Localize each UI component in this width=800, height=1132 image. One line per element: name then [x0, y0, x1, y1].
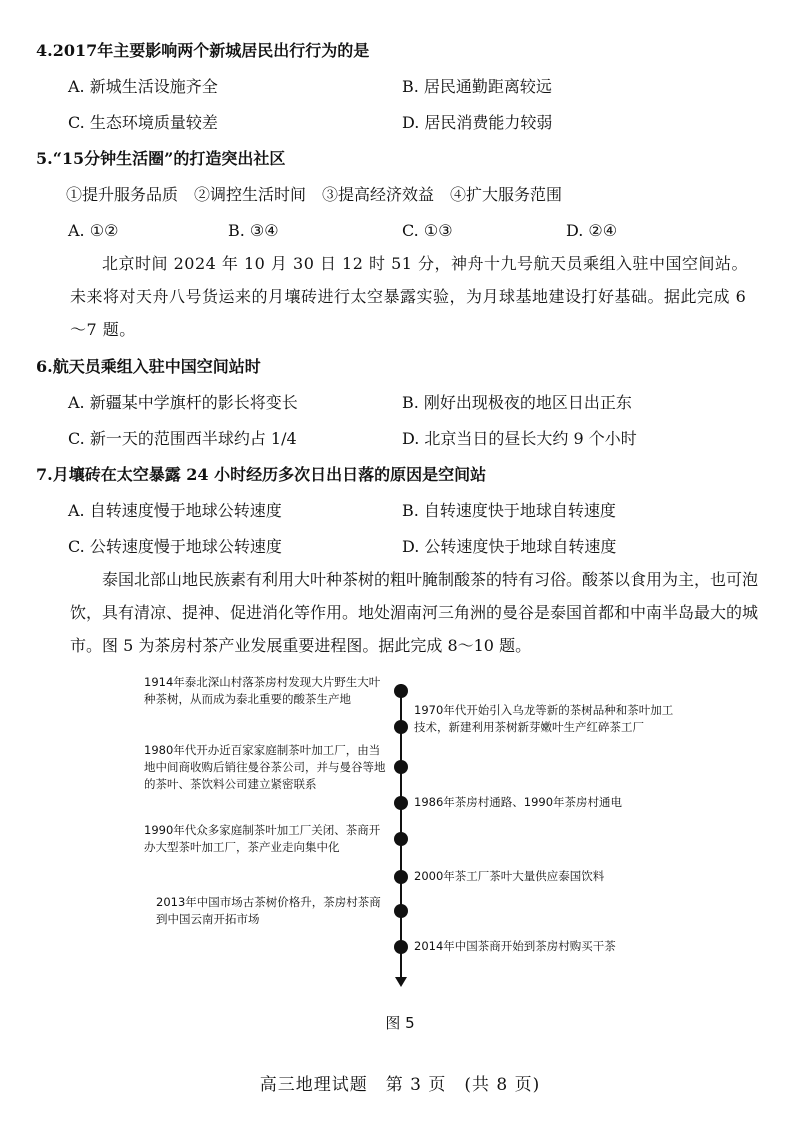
q4-option-a: A. 新城生活设施齐全 — [68, 77, 218, 96]
timeline-event-2000: 2000年茶工厂茶叶大量供应泰国饮料 — [414, 869, 605, 883]
q4-option-d: D. 居民消费能力较弱 — [402, 113, 553, 132]
q7-stem: 7.月壤砖在太空暴露 24 小时经历多次日出日落的原因是空间站 — [36, 465, 487, 484]
timeline-dot — [394, 832, 408, 846]
q7-option-d: D. 公转速度快于地球自转速度 — [402, 537, 617, 556]
q4-option-b: B. 居民通勤距离较远 — [402, 77, 552, 96]
q6-option-b: B. 刚好出现极夜的地区日出正东 — [402, 393, 632, 412]
q5-stem: 5.“15分钟生活圈”的打造突出社区 — [36, 149, 286, 168]
tea-industry-timeline — [130, 672, 690, 992]
q5-option-d: D. ②④ — [566, 221, 618, 240]
timeline-dot — [394, 940, 408, 954]
page-footer: 高三地理试题 第 3 页 (共 8 页) — [259, 1075, 541, 1095]
q7-option-a: A. 自转速度慢于地球公转速度 — [68, 501, 282, 520]
timeline-dot — [394, 720, 408, 734]
timeline-dot — [394, 684, 408, 698]
q5-option-a: A. ①② — [68, 221, 119, 240]
figure-caption: 图 5 — [385, 1014, 415, 1032]
q4-stem: 4.2017年主要影响两个新城居民出行行为的是 — [36, 41, 370, 60]
q6-option-c: C. 新一天的范围西半球约占 1/4 — [68, 429, 297, 448]
q6-stem: 6.航天员乘组入驻中国空间站时 — [36, 357, 261, 376]
passage-6-7: 北京时间 2024 年 10 月 30 日 12 时 51 分，神舟十九号航天员乘组入驻中国空间站。未来将对天舟八号货运来的月壤砖进行太空暴露实验，为月球基地建设打好基础。据此完成 6～7 题。 — [70, 254, 749, 339]
timeline-dot — [394, 760, 408, 774]
q4-option-c: C. 生态环境质量较差 — [68, 113, 218, 132]
timeline-dot — [394, 796, 408, 810]
q5-option-b: B. ③④ — [228, 221, 279, 240]
timeline-event-1970s: 1970年代开始引入乌龙等新的茶树品种和茶叶加工技术，新建利用茶树新芽嫩叶生产红碎茶工厂 — [414, 703, 674, 734]
q6-option-a: A. 新疆某中学旗杆的影长将变长 — [68, 393, 298, 412]
passage-8-10: 泰国北部山地民族素有利用大叶种茶树的粗叶腌制酸茶的特有习俗。酸茶以食用为主，也可泡饮，具有清凉、提神、促进消化等作用。地处湄南河三角洲的曼谷是泰国首都和中南半岛最大的城市。图 5 为茶房村茶产业发展重要进程图。据此完成 8～10 题。 — [70, 570, 759, 655]
timeline-arrow-icon — [395, 977, 407, 987]
q5-items: ①提升服务品质 ②调控生活时间 ③提高经济效益 ④扩大服务范围 — [66, 185, 563, 204]
timeline-event-2013: 2013年中国市场古茶树价格升，茶房村茶商到中国云南开拓市场 — [156, 895, 381, 926]
timeline-event-1990s: 1990年代众多家庭制茶叶加工厂关闭、茶商开办大型茶叶加工厂，茶产业走向集中化 — [144, 823, 381, 854]
timeline-event-1980s: 1980年代开办近百家家庭制茶叶加工厂，由当地中间商收购后销往曼谷茶公司，并与曼谷等地的茶叶、茶饮料公司建立紧密联系 — [144, 743, 386, 791]
timeline-dot — [394, 870, 408, 884]
q7-option-c: C. 公转速度慢于地球公转速度 — [68, 537, 282, 556]
timeline-dot — [394, 904, 408, 918]
timeline-event-1914: 1914年泰北深山村落茶房村发现大片野生大叶种茶树，从而成为泰北重要的酸茶生产地 — [144, 675, 381, 706]
timeline-event-2014: 2014年中国茶商开始到茶房村购买干茶 — [414, 939, 616, 953]
q5-option-c: C. ①③ — [402, 221, 453, 240]
q6-option-d: D. 北京当日的昼长大约 9 个小时 — [402, 429, 637, 448]
q7-option-b: B. 自转速度快于地球自转速度 — [402, 501, 616, 520]
timeline-event-1986: 1986年茶房村通路、1990年茶房村通电 — [414, 795, 623, 809]
